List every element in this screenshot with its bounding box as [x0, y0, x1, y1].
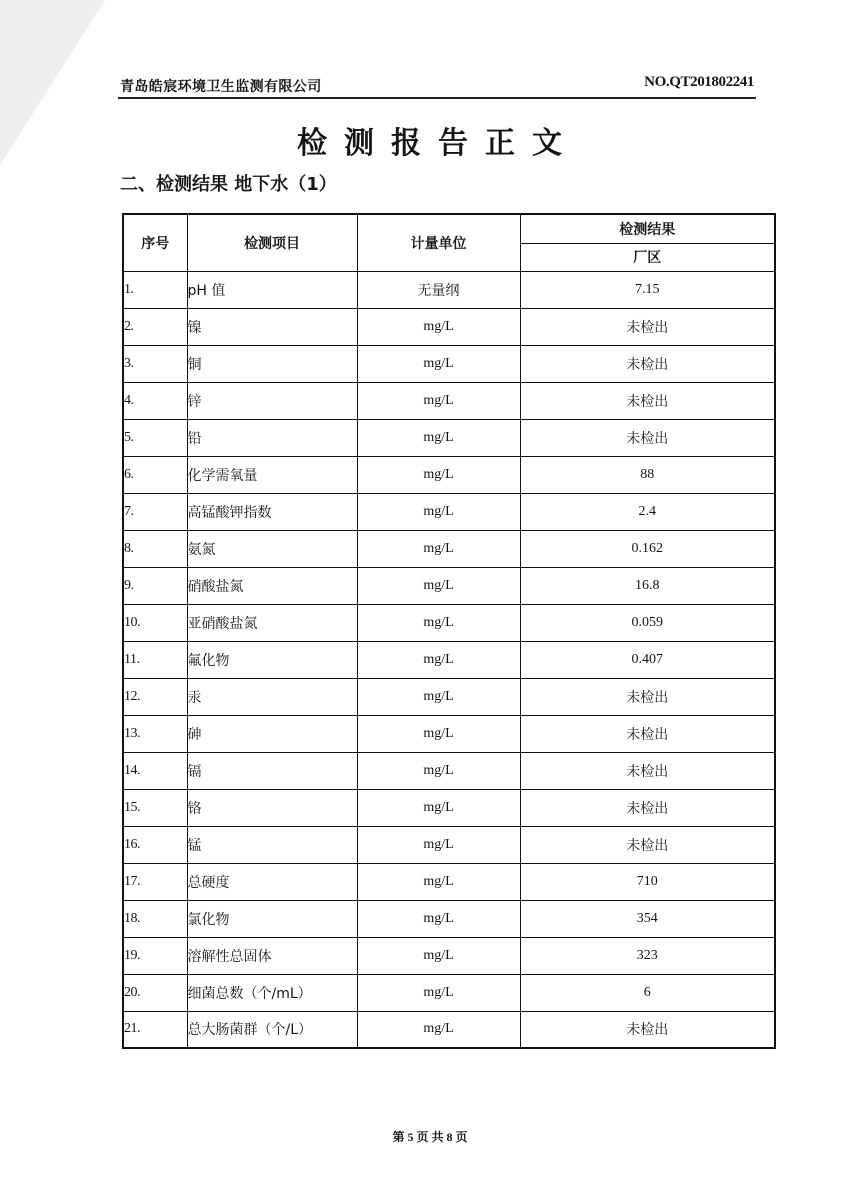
item-cell: 细菌总数（个/mL）	[187, 974, 357, 1011]
result-cell: 0.162	[520, 530, 775, 567]
report-title: 检测报告正文	[297, 126, 579, 161]
row-number-cell: 11.	[123, 641, 187, 678]
unit-cell: mg/L	[357, 900, 520, 937]
unit-cell: mg/L	[357, 345, 520, 382]
row-number-cell: 19.	[123, 937, 187, 974]
report-number: NO.QT201802241	[644, 74, 754, 90]
unit-header: 计量单位	[357, 214, 520, 271]
result-cell: 323	[520, 937, 775, 974]
unit-cell: mg/L	[357, 789, 520, 826]
unit-cell: mg/L	[357, 937, 520, 974]
unit-cell: 无量纲	[357, 271, 520, 308]
item-cell: 总大肠菌群（个/L）	[187, 1011, 357, 1048]
results-table	[122, 213, 776, 1049]
unit-cell: mg/L	[357, 1011, 520, 1048]
table-row	[123, 900, 775, 937]
result-cell: 710	[520, 863, 775, 900]
table-row	[123, 974, 775, 1011]
item-header: 检测项目	[187, 214, 357, 271]
table-row	[123, 604, 775, 641]
table-row	[123, 641, 775, 678]
result-cell: 0.059	[520, 604, 775, 641]
table-row	[123, 789, 775, 826]
table-row	[123, 937, 775, 974]
table-row	[123, 1011, 775, 1048]
row-number-cell: 7.	[123, 493, 187, 530]
item-cell: 硝酸盐氮	[187, 567, 357, 604]
result-cell: 未检出	[520, 382, 775, 419]
unit-cell: mg/L	[357, 974, 520, 1011]
unit-cell: mg/L	[357, 382, 520, 419]
unit-cell: mg/L	[357, 456, 520, 493]
unit-cell: mg/L	[357, 530, 520, 567]
row-number-cell: 5.	[123, 419, 187, 456]
result-cell: 未检出	[520, 419, 775, 456]
page-number: 第 5 页 共 8 页	[392, 1130, 468, 1144]
item-cell: 锌	[187, 382, 357, 419]
row-number-cell: 20.	[123, 974, 187, 1011]
result-cell: 未检出	[520, 789, 775, 826]
table-row	[123, 678, 775, 715]
row-number-cell: 10.	[123, 604, 187, 641]
item-cell: 镉	[187, 752, 357, 789]
result-cell: 未检出	[520, 678, 775, 715]
result-cell: 2.4	[520, 493, 775, 530]
row-number-cell: 8.	[123, 530, 187, 567]
row-number-cell: 13.	[123, 715, 187, 752]
row-number-cell: 21.	[123, 1011, 187, 1048]
unit-cell: mg/L	[357, 678, 520, 715]
unit-cell: mg/L	[357, 419, 520, 456]
unit-cell: mg/L	[357, 493, 520, 530]
unit-cell: mg/L	[357, 308, 520, 345]
row-number-cell: 12.	[123, 678, 187, 715]
item-cell: 铬	[187, 789, 357, 826]
result-cell: 未检出	[520, 715, 775, 752]
index-header: 序号	[123, 214, 187, 271]
item-cell: 总硬度	[187, 863, 357, 900]
table-row	[123, 567, 775, 604]
result-cell: 88	[520, 456, 775, 493]
row-number-cell: 9.	[123, 567, 187, 604]
table-row	[123, 493, 775, 530]
row-number-cell: 16.	[123, 826, 187, 863]
table-row	[123, 456, 775, 493]
table-row	[123, 863, 775, 900]
unit-cell: mg/L	[357, 604, 520, 641]
result-cell: 0.407	[520, 641, 775, 678]
unit-cell: mg/L	[357, 752, 520, 789]
result-cell: 未检出	[520, 1011, 775, 1048]
result-cell: 未检出	[520, 345, 775, 382]
item-cell: 锰	[187, 826, 357, 863]
item-cell: 亚硝酸盐氮	[187, 604, 357, 641]
result-cell: 16.8	[520, 567, 775, 604]
result-cell: 354	[520, 900, 775, 937]
item-cell: 砷	[187, 715, 357, 752]
row-number-cell: 4.	[123, 382, 187, 419]
row-number-cell: 17.	[123, 863, 187, 900]
table-header	[123, 214, 775, 271]
item-cell: 汞	[187, 678, 357, 715]
table-row	[123, 382, 775, 419]
result-cell: 未检出	[520, 752, 775, 789]
company-name: 青岛皓宸环境卫生监测有限公司	[120, 79, 322, 95]
section-title: 二、检测结果 地下水（1）	[120, 174, 337, 195]
item-cell: 氨氮	[187, 530, 357, 567]
table-row	[123, 752, 775, 789]
unit-cell: mg/L	[357, 715, 520, 752]
item-cell: 氟化物	[187, 641, 357, 678]
item-cell: 镍	[187, 308, 357, 345]
row-number-cell: 18.	[123, 900, 187, 937]
item-cell: 化学需氧量	[187, 456, 357, 493]
row-number-cell: 14.	[123, 752, 187, 789]
table-row	[123, 419, 775, 456]
table-row	[123, 530, 775, 567]
table-row	[123, 715, 775, 752]
unit-cell: mg/L	[357, 641, 520, 678]
table-row	[123, 308, 775, 345]
result-cell: 6	[520, 974, 775, 1011]
item-cell: 氯化物	[187, 900, 357, 937]
row-number-cell: 2.	[123, 308, 187, 345]
table-row	[123, 345, 775, 382]
result-cell: 未检出	[520, 308, 775, 345]
item-cell: 溶解性总固体	[187, 937, 357, 974]
item-cell: 铜	[187, 345, 357, 382]
row-number-cell: 15.	[123, 789, 187, 826]
unit-cell: mg/L	[357, 567, 520, 604]
item-cell: 铅	[187, 419, 357, 456]
item-cell: 高锰酸钾指数	[187, 493, 357, 530]
unit-cell: mg/L	[357, 826, 520, 863]
site-header: 厂区	[520, 243, 775, 271]
row-number-cell: 3.	[123, 345, 187, 382]
table-body	[123, 271, 775, 1048]
result-cell: 未检出	[520, 826, 775, 863]
page-header	[118, 72, 756, 99]
unit-cell: mg/L	[357, 863, 520, 900]
result-cell: 7.15	[520, 271, 775, 308]
header-row	[123, 214, 775, 243]
item-cell: pH 值	[187, 271, 357, 308]
result-header: 检测结果	[520, 214, 775, 243]
table-row	[123, 826, 775, 863]
row-number-cell: 6.	[123, 456, 187, 493]
table-row	[123, 271, 775, 308]
row-number-cell: 1.	[123, 271, 187, 308]
